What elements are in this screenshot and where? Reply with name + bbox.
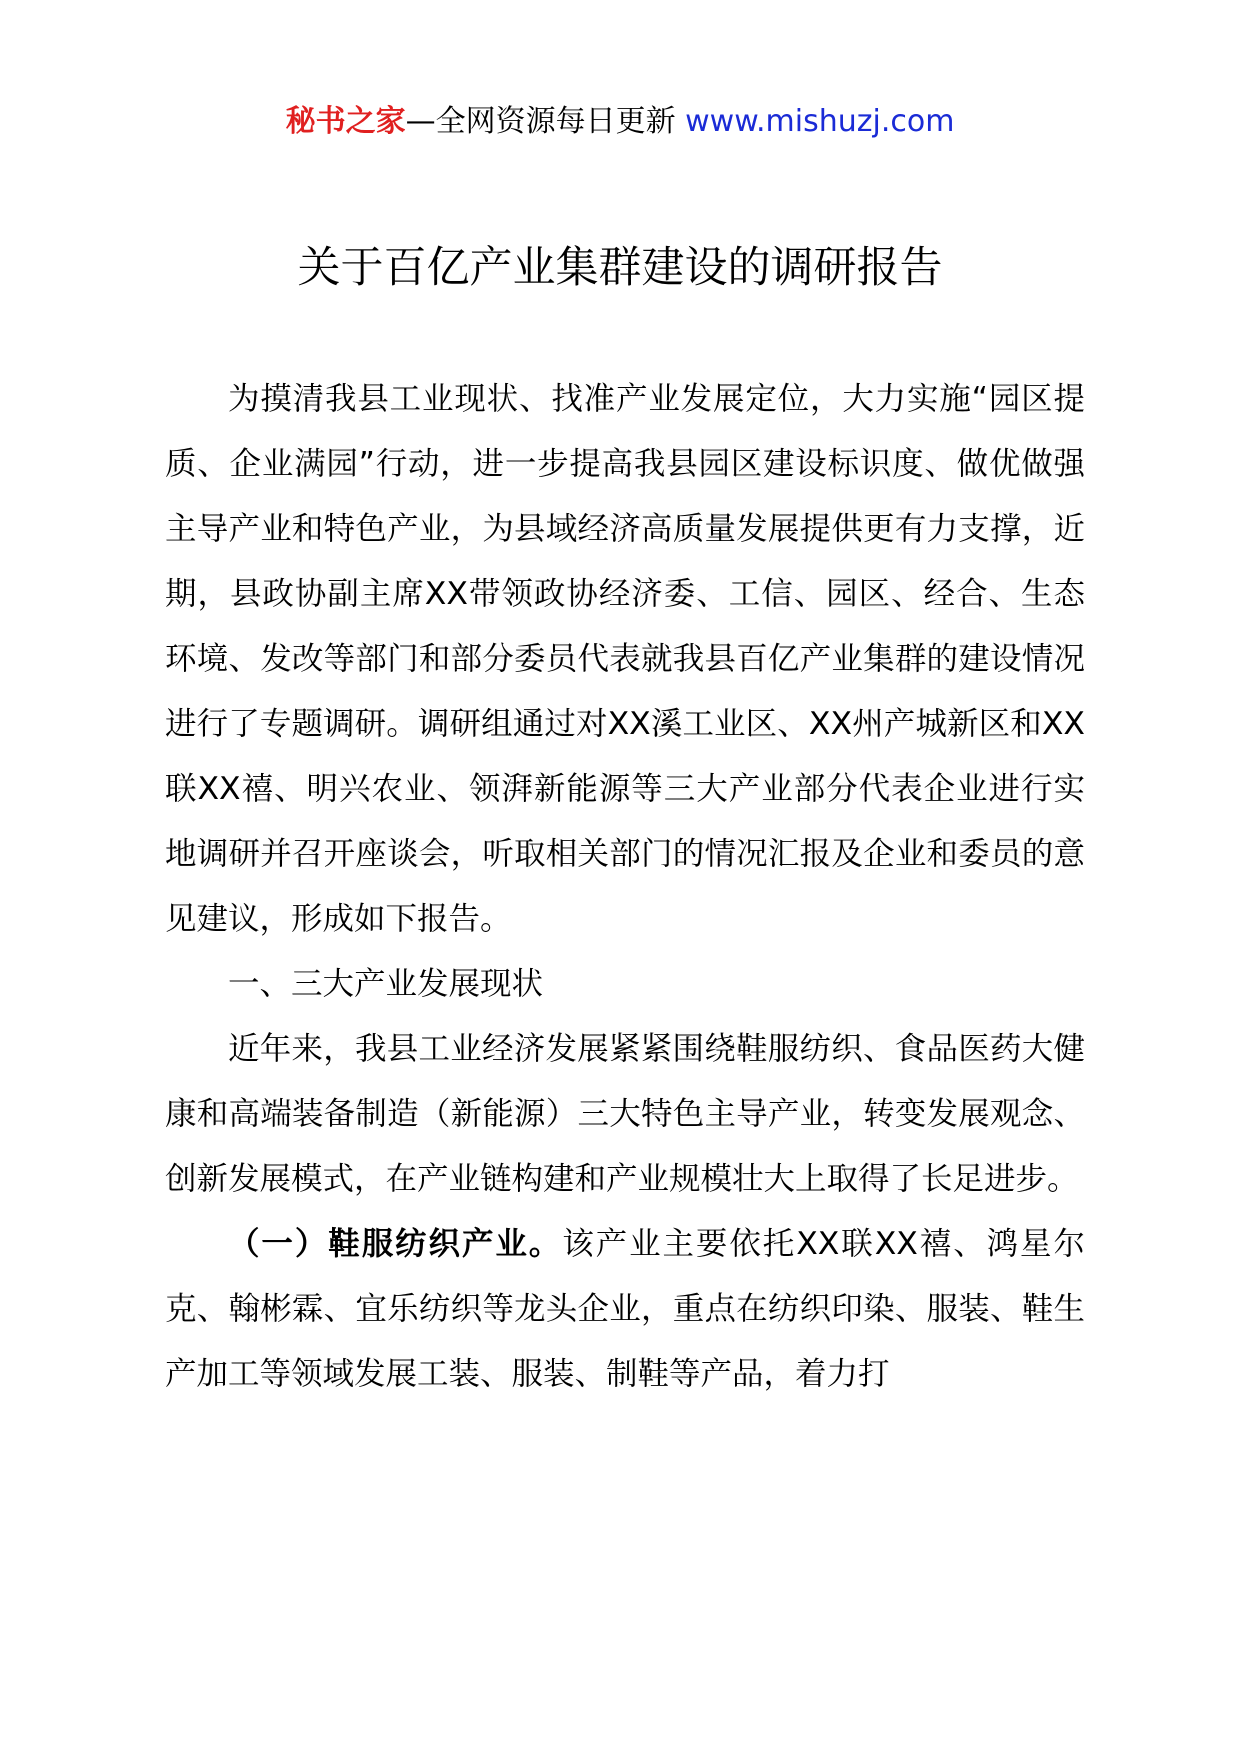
site-url-link[interactable]: www.mishuzj.com bbox=[685, 104, 955, 139]
overview-paragraph: 近年来，我县工业经济发展紧紧围绕鞋服纺织、食品医药大健康和高端装备制造（新能源）三大特色主导产业，转变发展观念、创新发展模式，在产业链构建和产业规模壮大上取得了长足进步。 bbox=[165, 1031, 1085, 1197]
document-body bbox=[165, 367, 1085, 1407]
document-title: 关于百亿产业集群建设的调研报告 bbox=[297, 243, 943, 293]
subsection-text: 该产业主要依托XX联XX禧、鸿星尔克、翰彬霖、宜乐纺织等龙头企业，重点在纺织印染、服装、鞋生产加工等领域发展工装、服装、制鞋等产品，着力打 bbox=[165, 1226, 1085, 1392]
brand-name: 秘书之家 bbox=[285, 104, 406, 139]
subsection-lead: （一）鞋服纺织产业。 bbox=[228, 1226, 563, 1262]
site-header bbox=[0, 102, 1240, 142]
section-heading: 一、三大产业发展现状 bbox=[228, 966, 544, 1002]
subsection-paragraph bbox=[165, 1212, 1085, 1407]
header-slogan: —全网资源每日更新 bbox=[405, 104, 686, 139]
intro-paragraph: 为摸清我县工业现状、找准产业发展定位，大力实施“园区提质、企业满园”行动，进一步提高我县园区建设标识度、做优做强主导产业和特色产业，为县域经济高质量发展提供更有力支撑，近期，县政协副主席XX带领政协经济委、工信、园区、经合、生态环境、发改等部门和部分委员代表就我县百亿产业集群的建设情况进行了专题调研。调研组通过对XX溪工业区、XX州产城新区和XX联XX禧、明兴农业、领湃新能源等三大产业部分代表企业进行实地调研并召开座谈会，听取相关部门的情况汇报及企业和委员的意见建议，形成如下报告。 bbox=[165, 381, 1085, 937]
